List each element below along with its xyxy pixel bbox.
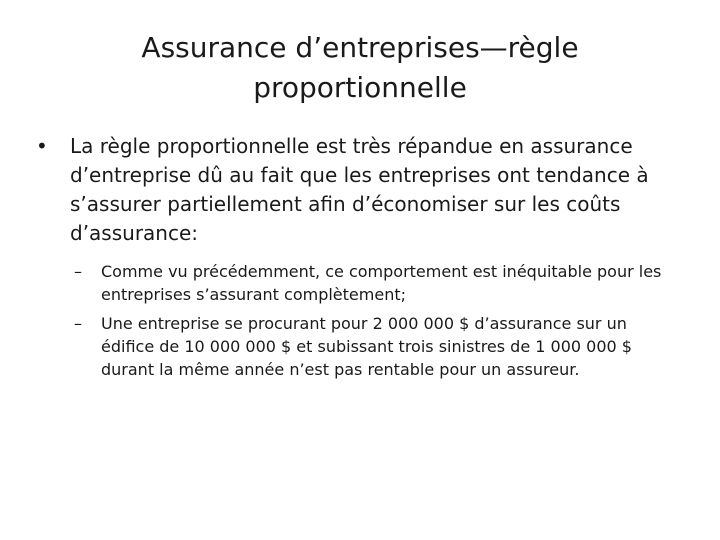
sub-bullet-item xyxy=(36,312,671,381)
sub-bullet-text: Comme vu précédemment, ce comportement est inéquitable pour les entreprises s’assurant complètement; xyxy=(101,262,662,304)
slide-title-line-1: Assurance d’entreprises—règle xyxy=(141,31,579,64)
slide-title-line-2: proportionnelle xyxy=(253,71,467,104)
bullet-item xyxy=(36,132,682,248)
sub-bullet-item xyxy=(36,260,671,306)
sub-bullet-marker: – xyxy=(74,314,82,333)
sub-bullet-list xyxy=(36,260,682,381)
slide-body xyxy=(36,132,682,387)
sub-bullet-marker: – xyxy=(74,262,82,281)
slide-title xyxy=(60,28,660,108)
bullet-text: La règle proportionnelle est très répandue en assurance d’entreprise dû au fait que les entreprises ont tendance à s’assurer partiellement afin d’économiser sur les coûts d’assurance: xyxy=(70,134,649,245)
sub-bullet-text: Une entreprise se procurant pour 2 000 000 $ d’assurance sur un édifice de 10 000 000 $ et subissant trois sinistres de 1 000 000 $ durant la même année n’est pas rentable pour un assureur. xyxy=(101,314,632,379)
bullet-marker: • xyxy=(36,134,48,158)
